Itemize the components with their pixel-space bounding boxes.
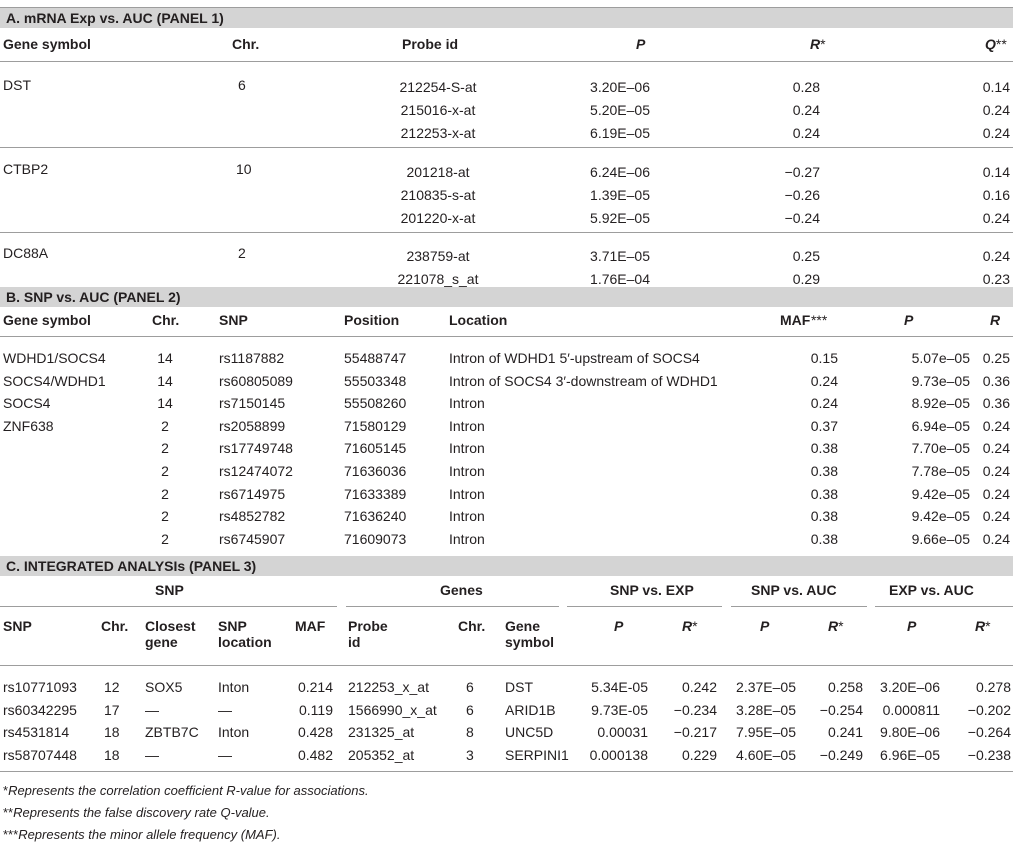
panel-c-chr: 12 [104,679,120,695]
panel-c-snp-auc-p: 4.60E–05 [736,746,796,763]
panel-c-snp-exp-r: −0.234 [673,701,717,718]
panel-b-location: Intron [449,463,485,479]
panel-c-snp: rs10771093 [3,679,77,695]
panel-a-q: 0.24 [982,210,1010,226]
panel-b-position: 55503348 [344,372,407,389]
panel-c-snp-location: Inton [218,679,250,695]
panel-c-group-genes: Genes [440,582,483,598]
panel-b-header-location: Location [449,312,508,328]
panel-a-group-rule [0,147,1013,148]
panel-a-probe: 210835-s-at [400,187,476,203]
panel-c-snp: rs60342295 [3,701,77,718]
panel-c-maf: 0.119 [299,701,333,718]
panel-c-header-maf: MAF [295,618,326,634]
panel-c-exp-auc-r: −0.202 [967,701,1011,718]
panel-c-probe: 212253_x_at [348,679,429,695]
panel-b-r: 0.24 [982,463,1010,479]
panel-c-snp-location: — [218,701,232,718]
panel-c-gene-chr: 6 [466,701,474,718]
panel-c-snp-exp-r: 0.242 [681,679,717,695]
panel-a-probe: 201218-at [406,164,470,180]
panel-a-p: 6.19E–05 [590,125,650,141]
panel-b-location: Intron [449,530,485,547]
panel-b-p: 6.94e–05 [911,417,970,434]
panel-b-position: 55488747 [344,350,407,366]
panel-c-maf: 0.482 [297,746,333,763]
panel-a-p: 5.92E–05 [590,210,650,226]
panel-b-p: 9.66e–05 [911,530,970,547]
panel-c-header-rule [0,665,1013,666]
panel-c-group-snp-auc: SNP vs. AUC [751,582,837,598]
panel-a-q: 0.24 [982,248,1010,264]
panel-a-q: 0.14 [982,164,1010,180]
panel-c-snp: rs4531814 [3,724,70,741]
panel-b-header-chr: Chr. [152,312,180,328]
panel-b-chr: 2 [161,463,169,479]
panel-b-header-gene: Gene symbol [3,312,91,328]
panel-c-header-snp: SNP [3,618,32,634]
panel-b-chr: 2 [161,485,169,502]
panel-b-gene: SOCS4/WDHD1 [3,372,106,389]
panel-c-header-r2: R* [828,618,844,634]
panel-a-header-probe: Probe id [402,36,459,52]
panel-c-snp-exp-r: 0.229 [681,746,717,763]
panel-b-maf: 0.38 [810,508,838,525]
panel-c-maf: 0.428 [297,724,333,741]
panel-c-header-r3: R* [975,618,991,634]
panel-b-snp: rs7150145 [219,395,286,412]
panel-b-position: 71633389 [344,485,407,502]
panel-b-location: Intron [449,417,485,434]
panel-b-maf: 0.15 [810,350,838,366]
panel-a-p: 6.24E–06 [590,164,650,180]
panel-b-p: 5.07e–05 [911,350,970,366]
panel-c-header-closest: Closest gene [145,618,196,650]
panel-a-group-rule [0,232,1013,233]
panel-c-probe: 231325_at [348,724,415,741]
panel-a-r: −0.27 [784,164,820,180]
panel-b-snp: rs60805089 [219,372,293,389]
panel-c-exp-auc-p: 3.20E–06 [880,679,940,695]
panel-b-snp: rs4852782 [219,508,286,525]
panel-c-chr: 18 [104,724,120,741]
panel-c-chr: 17 [104,701,120,718]
panel-b-header-snp: SNP [219,312,248,328]
panel-a-r: −0.24 [784,210,820,226]
panel-a-probe: 201220-x-at [400,210,476,226]
panel-b-r: 0.36 [982,395,1010,412]
panel-c-snp-location: — [218,746,232,763]
panel-a-q: 0.24 [982,102,1010,118]
panel-a-gene: CTBP2 [3,161,49,177]
panel-b-snp: rs17749748 [219,440,293,457]
panel-b-header-maf: MAF*** [780,312,827,328]
footnote-r: *Represents the correlation coefficient R-value for associations. [3,783,369,798]
panel-c-header-p3: P [907,618,917,634]
panel-a-band [0,8,1013,28]
panel-c-snp: rs58707448 [3,746,77,763]
panel-c-snp-auc-r: 0.241 [827,724,863,741]
panel-c-header-snp-location: SNP location [218,618,272,650]
panel-b-snp: rs1187882 [219,350,285,366]
panel-c-gene-chr: 8 [466,724,474,741]
panel-b-band [0,287,1013,307]
panel-c-title: C. INTEGRATED ANALYSIs (PANEL 3) [6,558,257,574]
panel-a-probe: 212253-x-at [400,125,476,141]
panel-a-q: 0.23 [982,271,1010,287]
panel-b-chr: 2 [161,508,169,525]
panel-a-r: 0.25 [792,248,820,264]
panel-c-group-exp-auc: EXP vs. AUC [889,582,974,598]
spanner-rule-snp-auc [731,606,867,607]
panel-b-p: 9.73e–05 [911,372,970,389]
panel-c-snp-auc-r: 0.258 [827,679,863,695]
panel-b-location: Intron [449,485,485,502]
panel-a-header-rule [0,61,1013,62]
panel-a-header-q: Q** [985,36,1007,52]
panel-c-band [0,556,1013,576]
panel-a-r: 0.28 [792,79,820,95]
panel-b-position: 71636240 [344,508,407,525]
panel-c-header-gene-chr: Chr. [458,618,486,634]
panel-b-maf: 0.24 [810,372,838,389]
panel-b-snp: rs6745907 [219,530,286,547]
panel-a-header-chr: Chr. [232,36,260,52]
panel-c-snp-exp-p: 5.34E-05 [591,679,648,695]
panel-b-p: 7.70e–05 [911,440,970,457]
panel-c-probe: 205352_at [348,746,415,763]
panel-c-snp-exp-r: −0.217 [673,724,717,741]
bottom-rule [0,771,1013,772]
panel-b-maf: 0.24 [810,395,838,412]
panel-b-snp: rs2058899 [219,417,286,434]
panel-b-r: 0.24 [982,417,1010,434]
panel-b-snp: rs6714975 [219,485,286,502]
panel-a-p: 5.20E–05 [590,102,650,118]
panel-b-r: 0.24 [982,530,1010,547]
panel-a-gene: DC88A [3,245,49,261]
panel-c-gene-symbol: UNC5D [505,724,554,741]
panel-c-snp-auc-r: −0.249 [819,746,863,763]
panel-c-exp-auc-r: −0.238 [967,746,1011,763]
panel-c-probe: 1566990_x_at [348,701,437,718]
panel-b-position: 55508260 [344,395,407,412]
panel-b-position: 71636036 [344,463,407,479]
panel-c-snp-exp-p: 0.00031 [597,724,648,741]
panel-a-p: 1.39E–05 [590,187,650,203]
panel-b-chr: 2 [161,530,169,547]
panel-b-r: 0.25 [982,350,1010,366]
footnote-maf: ***Represents the minor allele frequency (MAF). [3,827,281,842]
panel-a-probe: 212254-S-at [399,79,477,95]
panel-b-header-p: P [904,312,914,328]
panel-b-header-rule [0,336,1013,337]
panel-a-chr: 2 [238,245,246,261]
panel-c-closest-gene: SOX5 [145,679,183,695]
panel-b-maf: 0.38 [810,485,838,502]
panel-a-probe: 221078_s_at [397,271,479,287]
panel-b-r: 0.24 [982,508,1010,525]
panel-b-p: 8.92e–05 [911,395,970,412]
panel-b-maf: 0.37 [810,417,838,434]
panel-c-maf: 0.214 [297,679,333,695]
panel-c-gene-symbol: SERPINI1 [505,746,569,763]
panel-c-snp-exp-p: 9.73E-05 [591,701,648,718]
panel-b-gene: WDHD1/SOCS4 [3,350,106,366]
panel-b-r: 0.24 [982,485,1010,502]
panel-b-snp: rs12474072 [219,463,293,479]
panel-c-header-chr: Chr. [101,618,129,634]
panel-a-p: 3.71E–05 [590,248,650,264]
panel-c-snp-location: Inton [218,724,250,741]
panel-a-probe: 238759-at [406,248,470,264]
spanner-rule-snp [0,606,337,607]
panel-b-location: Intron of WDHD1 5′-upstream of SOCS4 [449,350,700,366]
panel-c-header-probe: Probe id [348,618,388,650]
panel-b-maf: 0.38 [810,463,838,479]
panel-b-chr: 14 [157,372,173,389]
panel-b-gene: SOCS4 [3,395,51,412]
panel-c-snp-auc-p: 2.37E–05 [736,679,796,695]
panel-b-header-r: R [990,312,1001,328]
panel-b-r: 0.36 [982,372,1010,389]
panel-b-location: Intron of SOCS4 3′-downstream of WDHD1 [449,372,718,389]
panel-c-header-r1: R* [682,618,698,634]
panel-c-header-p2: P [760,618,770,634]
panel-a-q: 0.16 [982,187,1010,203]
panel-a-header-r: R* [810,36,826,52]
panel-a-chr: 6 [238,77,246,93]
panel-c-closest-gene: — [145,701,159,718]
panel-a-header-gene: Gene symbol [3,36,91,52]
panel-b-location: Intron [449,440,485,457]
panel-a-title: A. mRNA Exp vs. AUC (PANEL 1) [6,10,224,26]
panel-b-chr: 14 [157,350,173,366]
panel-c-exp-auc-p: 0.000811 [882,701,940,718]
panel-c-snp-auc-p: 7.95E–05 [736,724,796,741]
panel-c-chr: 18 [104,746,120,763]
panel-b-p: 9.42e–05 [911,485,970,502]
panel-b-position: 71580129 [344,417,407,434]
panel-c-header-p1: P [614,618,624,634]
panel-a-r: 0.24 [792,102,820,118]
panel-c-header-gene-symbol: Gene symbol [505,618,555,650]
panel-a-r: 0.29 [792,271,820,287]
panel-b-gene: ZNF638 [3,417,54,434]
panel-b-r: 0.24 [982,440,1010,457]
panel-a-probe: 215016-x-at [400,102,476,118]
panel-c-closest-gene: — [145,746,159,763]
panel-b-header-position: Position [344,312,400,328]
panel-c-group-snp: SNP [155,582,184,598]
panel-b-maf: 0.38 [810,440,838,457]
panel-c-exp-auc-r: 0.278 [975,679,1011,695]
spanner-rule-snp-exp [567,606,722,607]
panel-b-chr: 2 [161,440,169,457]
panel-a-p: 1.76E–04 [590,271,650,287]
panel-b-maf: 0.38 [810,530,838,547]
panel-b-p: 7.78e–05 [911,463,970,479]
panel-a-q: 0.24 [982,125,1010,141]
panel-c-exp-auc-p: 6.96E–05 [880,746,940,763]
panel-b-chr: 2 [161,417,169,434]
panel-a-header-p: P [636,36,646,52]
panel-c-closest-gene: ZBTB7C [145,724,199,741]
spanner-rule-exp-auc [875,606,1013,607]
panel-c-group-snp-exp: SNP vs. EXP [610,582,694,598]
footnote-q: **Represents the false discovery rate Q-value. [3,805,270,820]
panel-b-chr: 14 [157,395,173,412]
spanner-rule-genes [346,606,559,607]
panel-a-gene: DST [3,77,31,93]
panel-b-location: Intron [449,508,485,525]
panel-b-position: 71605145 [344,440,407,457]
panel-c-exp-auc-r: −0.264 [967,724,1011,741]
panel-c-snp-exp-p: 0.000138 [589,746,648,763]
panel-c-gene-symbol: DST [505,679,533,695]
panel-a-chr: 10 [236,161,252,177]
panel-b-p: 9.42e–05 [911,508,970,525]
panel-a-p: 3.20E–06 [590,79,650,95]
panel-a-r: −0.26 [784,187,820,203]
panel-c-gene-symbol: ARID1B [505,701,556,718]
panel-a-r: 0.24 [792,125,820,141]
panel-a-q: 0.14 [982,79,1010,95]
panel-c-exp-auc-p: 9.80E–06 [880,724,940,741]
panel-c-snp-auc-p: 3.28E–05 [736,701,796,718]
panel-b-position: 71609073 [344,530,407,547]
panel-c-gene-chr: 6 [466,679,474,695]
panel-c-gene-chr: 3 [466,746,474,763]
panel-c-snp-auc-r: −0.254 [819,701,863,718]
panel-b-title: B. SNP vs. AUC (PANEL 2) [6,289,181,305]
panel-b-location: Intron [449,395,485,412]
